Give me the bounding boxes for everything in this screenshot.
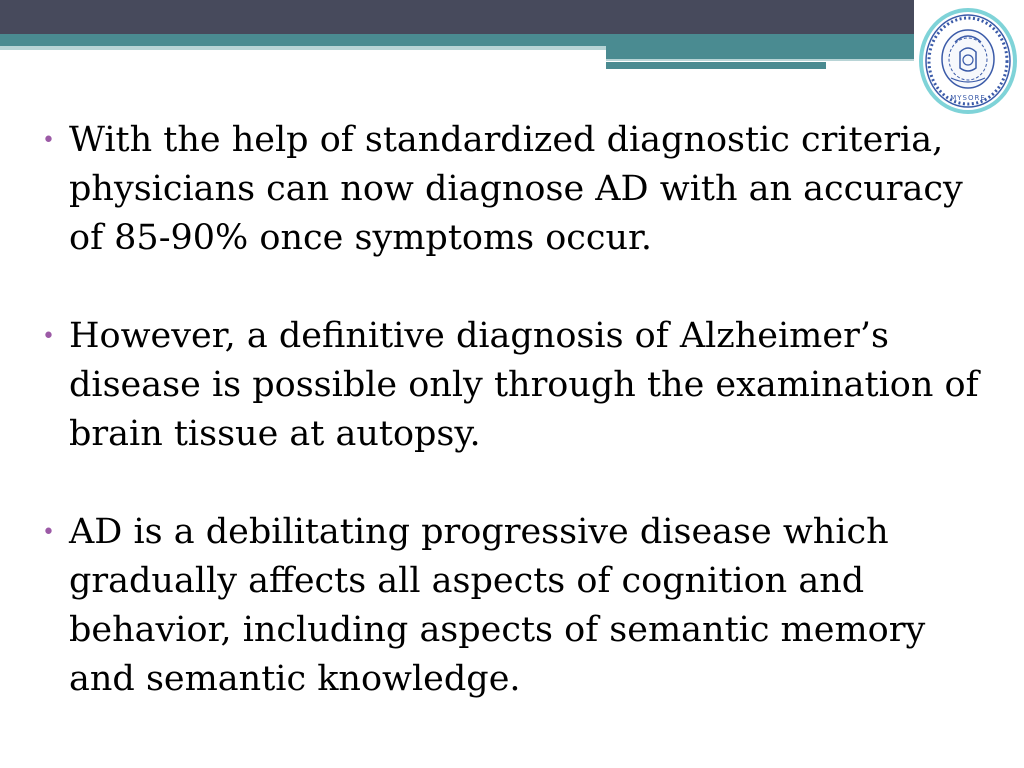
bullet-dot-icon: • (42, 324, 55, 349)
institute-logo (919, 8, 1017, 114)
logo-bottom-text: MYSORE (950, 94, 986, 102)
bullet-text: AD is a debilitating progressive disease which gradually affects all aspects of cognition and behavior, including aspects of semantic memory and semantic knowledge. (69, 512, 926, 699)
bullet-dot-icon: • (42, 128, 55, 153)
bullet-text: With the help of standardized diagnostic criteria, physicians can now diagnose AD with an accuracy of 85-90% once symptoms occur. (69, 120, 963, 258)
slide-content (38, 116, 998, 753)
header-dark-band (0, 0, 914, 34)
bullet-item (38, 312, 998, 459)
header-teal-band (0, 34, 914, 46)
header-teal-step (606, 46, 914, 59)
institute-seal-icon (919, 8, 1017, 114)
header-pale-line-right (606, 59, 914, 61)
bullet-text: However, a definitive diagnosis of Alzheimer’s disease is possible only through the examination of brain tissue at autopsy. (69, 316, 979, 454)
header-teal-thin-line (606, 62, 826, 69)
bullet-item (38, 116, 998, 263)
header-pale-line-left (0, 46, 606, 50)
bullet-item (38, 508, 998, 704)
bullet-dot-icon: • (42, 520, 55, 545)
